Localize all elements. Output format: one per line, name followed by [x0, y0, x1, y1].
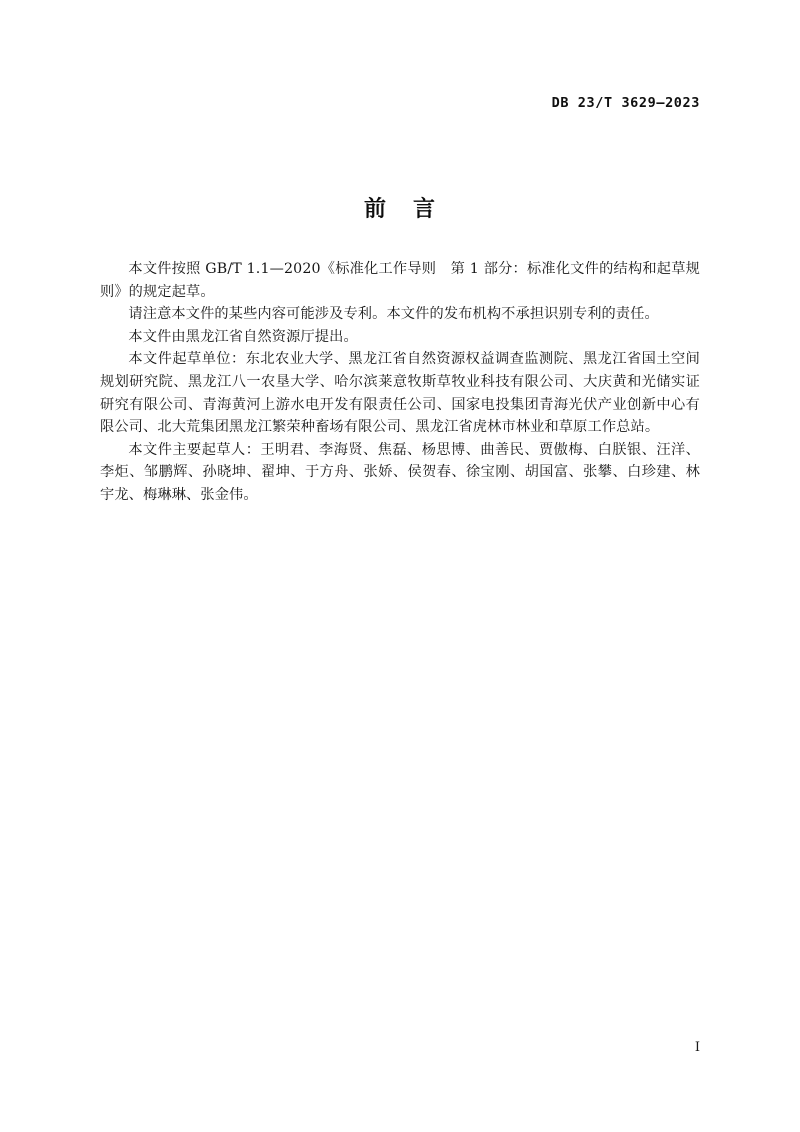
foreword-paragraph-drafting-units: 本文件起草单位：东北农业大学、黑龙江省自然资源权益调查监测院、黑龙江省国土空间规划研究院、黑龙江八一农垦大学、哈尔滨莱意牧斯草牧业科技有限公司、大庆黄和光储实证研究有限公司、青海黄河上游水电开发有限责任公司、国家电投集团青海光伏产业创新中心有限公司、北大荒集团黑龙江繁荣种畜场有限公司、黑龙江省虎林市林业和草原工作总站。: [100, 351, 700, 436]
page-number: I: [694, 1040, 700, 1055]
foreword-paragraph-drafters: 本文件主要起草人：王明君、李海贤、焦磊、杨思博、曲善民、贾傲梅、白朕银、汪洋、李炬、邹鹏辉、孙晓坤、翟坤、于方舟、张娇、侯贺春、徐宝刚、胡国富、张攀、白珍建、林宇龙、梅琳琳、张金伟。: [100, 441, 700, 503]
page-footer: [100, 1036, 700, 1055]
page-title-char-2: 言: [413, 197, 437, 222]
foreword-paragraph-1: 本文件按照 GB/T 1.1—2020《标准化工作导则 第 1 部分：标准化文件的结构和起草规则》的规定起草。: [100, 261, 700, 300]
standard-number-header: DB 23/T 3629—2023: [551, 95, 700, 111]
foreword-paragraph-3: 本文件由黑龙江省自然资源厅提出。: [128, 328, 358, 345]
page-header: [100, 92, 700, 114]
foreword-body: [100, 258, 700, 507]
foreword-paragraph-2: 请注意本文件的某些内容可能涉及专利。本文件的发布机构不承担识别专利的责任。: [128, 306, 659, 323]
page-title-char-1: 前: [363, 197, 387, 222]
page-title: [0, 192, 800, 223]
